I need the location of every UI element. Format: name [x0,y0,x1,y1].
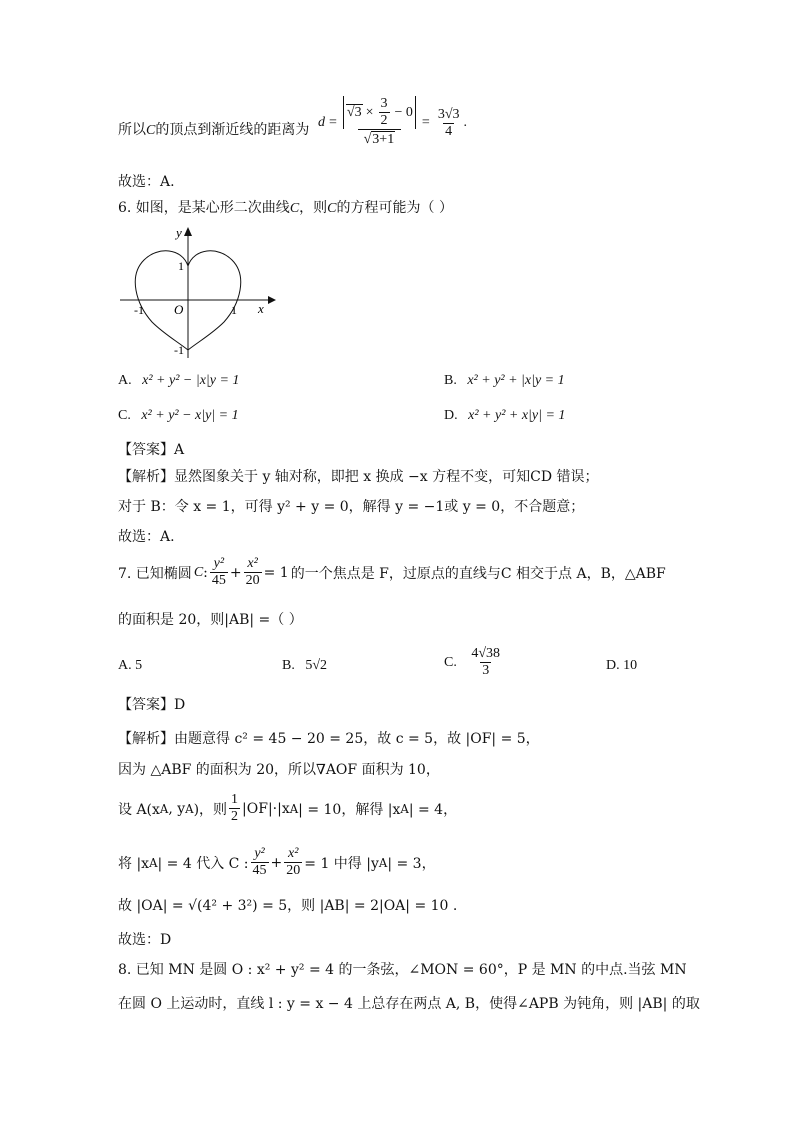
sec5-distance-formula: d = √3 × $\frac{3}{2}$ − 0 √3+1 = $\frac{3√3}{4}$ . [318,96,467,150]
q8-stem-1: 8. 已知 MN 是圆 O : x² + y² = 4 的一条弦，∠MON = 60°，P 是 MN 的中点.当弦 MN [118,962,687,978]
tick-y-neg: -1 [174,343,184,357]
q7-option-d: D. 10 [606,658,638,673]
q6-option-c: C. x² + y² − x|y| = 1 [118,408,239,423]
q7-option-a: A. 5 [118,658,143,673]
x-label: x [258,301,264,316]
x-axis-arrow [268,296,276,304]
q6-analysis-2: 对于 B：令 x = 1，可得 y² + y = 0，解得 y = −1或 y = 0，不合题意； [118,499,585,515]
q7-solution-2: 因为 △ABF 的面积为 20，所以∇AOF 面积为 10， [118,762,440,778]
sec5-choose: 故选：A. [118,174,175,190]
q7-answer: 【答案】D [118,697,186,713]
q6-choose: 故选：A. [118,529,175,545]
q7-stem-1: 7. 已知椭圆 C : $\frac{\text{y²}}{45}$ + $\frac{\text{x²}}{20}$ = 1 的一个焦点是 F，过原点的直线与C 相交于点 A，B，△ABF [118,556,666,588]
tick-x-neg: -1 [134,303,144,317]
q6-option-b: B. x² + y² + |x|y = 1 [444,373,565,388]
q7-option-b: B. 5√2 [282,658,328,673]
q8-stem-2: 在圆 O 上运动时，直线 l : y = x − 4 上总存在两点 A, B，使得∠APB 为钝角，则 |AB| 的取 [118,996,700,1012]
origin-label: O [174,302,184,317]
sec5-distance-line: 所以C的顶点到渐近线的距离为 [118,122,310,138]
q6-heart-figure [118,222,278,362]
q7-solution-5: 故 |OA| = √(4² + 3²) = 5，则 |AB| = 2|OA| = 10 . [118,898,458,914]
y-axis-arrow [184,227,192,236]
q7-solution-4: 将 |x A | = 4 代入 C : $\frac{\text{y²}}{45}$ + $\frac{\text{x²}}{20}$ = 1 中得 |y A | = 3， [118,846,436,878]
q7-solution-3: 设 A(x A , y A )，则 $\frac{1}{2}$ |OF|·|x A | = 10，解得 |x A | = 4， [118,792,458,824]
q7-solution-1: 【解析】由题意得 c² = 45 − 20 = 25，故 c = 5，故 |OF| = 5， [118,731,540,747]
q6-stem: 6. 如图，是某心形二次曲线C，则C的方程可能为（ ） [118,200,453,216]
tick-y-pos: 1 [178,259,184,273]
q7-choose: 故选：D [118,932,172,948]
q6-answer: 【答案】A [118,442,185,458]
q6-option-a: A. x² + y² − |x|y = 1 [118,373,240,388]
y-label: y [176,225,182,240]
q7-option-c: C. $\frac{4√38}{3}$ [444,646,501,678]
q7-stem-2: 的面积是 20，则|AB| =（ ） [118,612,303,628]
q6-option-d: D. x² + y² + x|y| = 1 [444,408,566,423]
q6-analysis-1: 【解析】显然图象关于 y 轴对称，即把 x 换成 −x 方程不变，可知CD 错误； [118,469,599,485]
tick-x-pos: 1 [231,303,237,317]
